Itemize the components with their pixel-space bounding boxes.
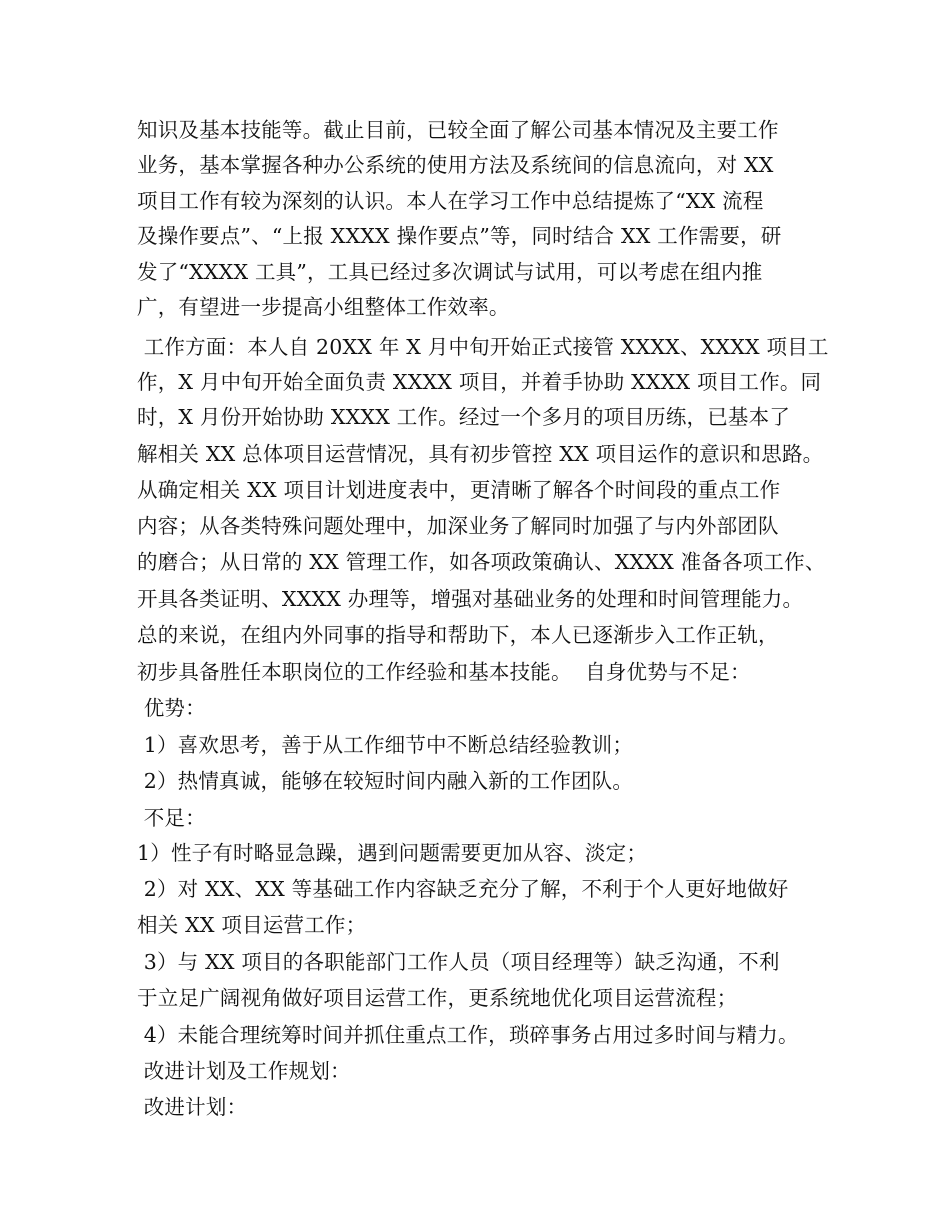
text-line: 业务，基本掌握各种办公系统的使用方法及系统间的信息流向，对 XX xyxy=(137,153,774,177)
text-line: 广，有望进一步提高小组整体工作效率。 xyxy=(137,295,510,319)
text-line: 及操作要点”、“上报 XXXX 操作要点”等，同时结合 XX 工作需要，研 xyxy=(137,224,782,248)
text-line: 的磨合；从日常的 XX 管理工作，如各项政策确认、XXXX 准备各项工作、 xyxy=(137,550,826,574)
text-line: 4）未能合理统筹时间并抓住重点工作，琐碎事务占用过多时间与精力。 xyxy=(137,1023,799,1047)
text-line: 相关 XX 项目运营工作； xyxy=(137,913,367,937)
text-line: 改进计划及工作规划： xyxy=(137,1059,351,1083)
text-line: 工作方面：本人自 20XX 年 X 月中旬开始正式接管 XXXX、XXXX 项目工 xyxy=(137,335,829,359)
text-line: 于立足广阔视角做好项目运营工作，更系统地优化项目运营流程； xyxy=(137,986,738,1010)
text-line: 解相关 XX 总体项目运营情况，具有初步管控 XX 项目运作的意识和思路。 xyxy=(137,442,824,466)
text-line: 从确定相关 XX 项目计划进度表中，更清晰了解各个时间段的重点工作 xyxy=(137,478,781,502)
text-line: 知识及基本技能等。截止目前，已较全面了解公司基本情况及主要工作 xyxy=(137,118,779,142)
text-line: 总的来说，在组内外同事的指导和帮助下，本人已逐渐步入工作正轨， xyxy=(137,623,779,647)
text-line: 2）对 XX、XX 等基础工作内容缺乏充分了解，不利于个人更好地做好 xyxy=(137,877,789,901)
text-line: 时，X 月份开始协助 XXXX 工作。经过一个多月的项目历练，已基本了 xyxy=(137,405,791,429)
text-line: 不足： xyxy=(137,806,206,830)
text-line: 3）与 XX 项目的各职能部门工作人员（项目经理等）缺乏沟通，不利 xyxy=(137,950,780,974)
text-line: 优势： xyxy=(137,696,206,720)
text-line: 2）热情真诚，能够在较短时间内融入新的工作团队。 xyxy=(137,769,634,793)
text-line: 开具各类证明、XXXX 办理等，增强对基础业务的处理和时间管理能力。 xyxy=(137,587,804,611)
text-line: 作，X 月中旬开始全面负责 XXXX 项目，并着手协助 XXXX 项目工作。同 xyxy=(137,370,822,394)
text-line: 内容；从各类特殊问题处理中，加深业务了解同时加强了与内外部团队 xyxy=(137,514,779,538)
text-line: 发了“XXXX 工具”，工具已经过多次调试与试用，可以考虑在组内推 xyxy=(137,260,763,284)
text-line: 1）喜欢思考，善于从工作细节中不断总结经验教训； xyxy=(137,733,634,757)
text-line: 1）性子有时略显急躁，遇到问题需要更加从容、淡定； xyxy=(137,841,648,865)
text-line: 改进计划： xyxy=(137,1095,248,1119)
text-line: 初步具备胜任本职岗位的工作经验和基本技能。 自身优势与不足： xyxy=(137,660,751,684)
text-line: 项目工作有较为深刻的认识。本人在学习工作中总结提炼了“XX 流程 xyxy=(137,189,764,213)
